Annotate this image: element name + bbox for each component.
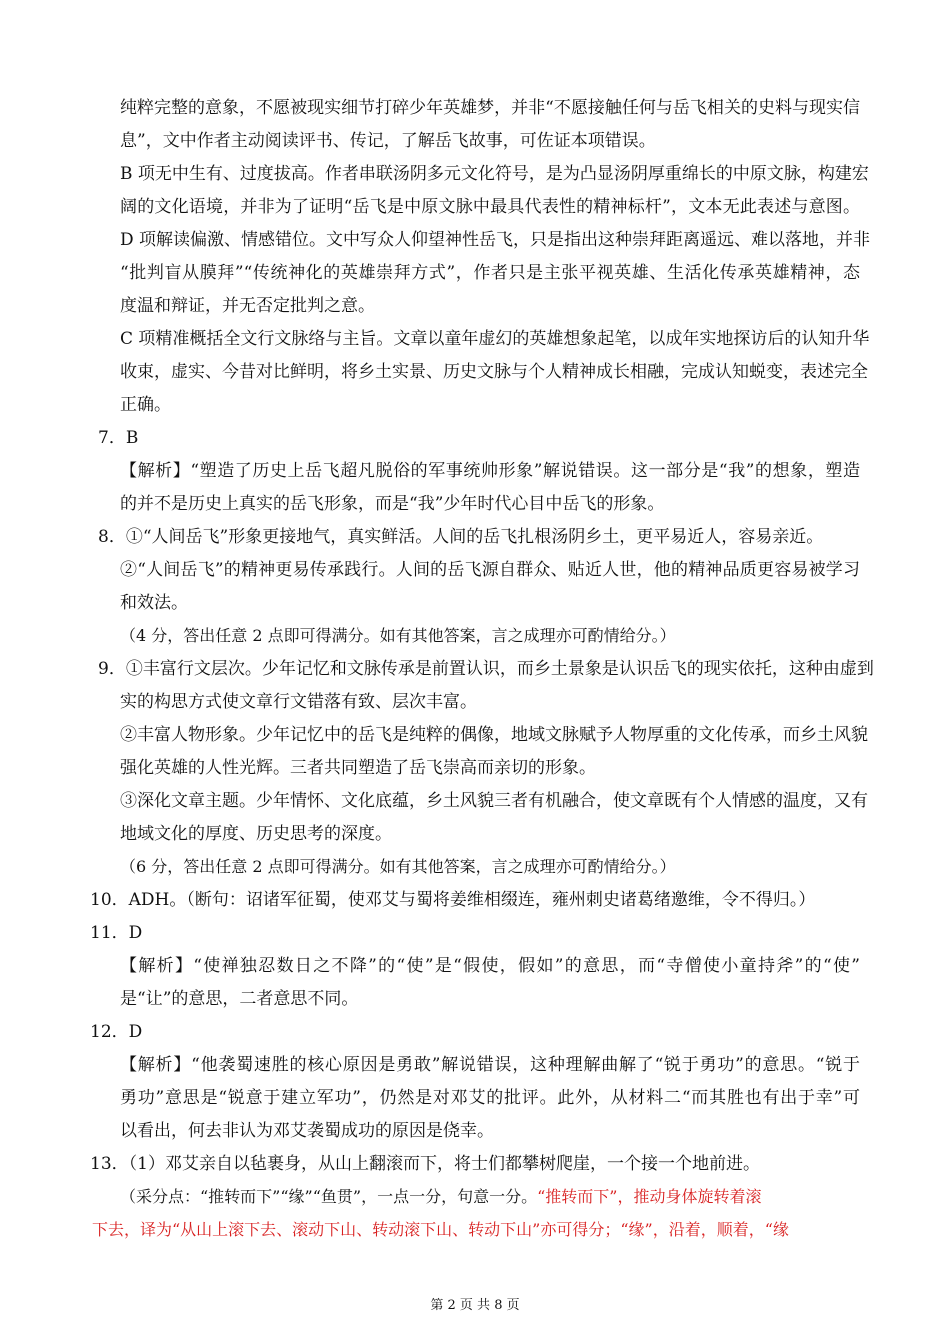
- text-line: 收束，虚实、今昔对比鲜明，将乡土实景、历史文脉与个人精神成长相融，完成认知蜕变，表述完全: [120, 362, 868, 382]
- scoring-note: （6 分，答出任意 2 点即可得满分。如有其他答案，言之成理亦可酌情给分。）: [120, 857, 676, 876]
- answer-line: 实的构思方式使文章行文错落有致、层次丰富。: [120, 692, 477, 712]
- answer-line: 强化英雄的人性光辉。三者共同塑造了岳飞崇高而亲切的形象。: [120, 758, 596, 778]
- text-line: 正确。: [120, 395, 171, 415]
- answer-line: 13．（1）邓艾亲自以毡裹身，从山上翻滚而下，将士们都攀树爬崖，一个接一个地前进。: [90, 1154, 760, 1174]
- analysis-line: 以看出，何去非认为邓艾袭蜀成功的原因是侥幸。: [120, 1121, 494, 1141]
- scoring-note: （4 分，答出任意 2 点即可得满分。如有其他答案，言之成理亦可酌情给分。）: [120, 626, 676, 645]
- text-line: 度温和辩证，并无否定批判之意。: [120, 296, 375, 316]
- answer-line: ②“人间岳飞”的精神更易传承践行。人间的岳飞源自群众、贴近人世，他的精神品质更容易被学习: [120, 560, 860, 580]
- question-number: 7．B: [98, 428, 139, 448]
- question-number: 12．D: [90, 1022, 143, 1042]
- scoring-points: （采分点：“推转而下”“缘”“鱼贯”，一点一分，句意一分。: [120, 1187, 538, 1206]
- text-line: D 项解读偏激、情感错位。文中写众人仰望神性岳飞，只是指出这种崇拜距离遥远、难以落地，并非: [120, 230, 871, 250]
- scoring-detail: 下去，译为“从山上滚下去、滚动下山、转动滚下山、转动下山”亦可得分；“缘”，沿着，顺着，“缘: [92, 1220, 789, 1239]
- scoring-note: [120, 1186, 860, 1208]
- question-number: 11．D: [90, 923, 143, 943]
- text-line: 纯粹完整的意象，不愿被现实细节打碎少年英雄梦，并非“不愿接触任何与岳飞相关的史料与现实信: [120, 98, 860, 118]
- scoring-detail: “推转而下”，推动身体旋转着滚: [537, 1187, 762, 1206]
- analysis-line: 是“让”的意思，二者意思不同。: [120, 989, 359, 1009]
- answer-line: 9．①丰富行文层次。少年记忆和文脉传承是前置认识，而乡土景象是认识岳飞的现实依托，这种由虚到: [98, 659, 874, 679]
- answer-line: 8．①“人间岳飞”形象更接地气，真实鲜活。人间的岳飞扎根汤阴乡土，更平易近人，容易亲近。: [98, 527, 824, 547]
- analysis-line: 勇功”意思是“锐意于建立军功”，仍然是对邓艾的批评。此外，从材料二“而其胜也有出于幸”可: [120, 1088, 860, 1108]
- text-line: B 项无中生有、过度拔高。作者串联汤阴多元文化符号，是为凸显汤阴厚重绵长的中原文脉，构建宏: [120, 164, 869, 184]
- answer-line: ②丰富人物形象。少年记忆中的岳飞是纯粹的偶像，地域文脉赋予人物厚重的文化传承，而乡土风貌: [120, 725, 868, 745]
- answer-line: ③深化文章主题。少年情怀、文化底蕴，乡土风貌三者有机融合，使文章既有个人情感的温度，又有: [120, 791, 868, 811]
- page-footer: 第 2 页 共 8 页: [430, 1298, 520, 1313]
- analysis-line: 【解析】“塑造了历史上岳飞超凡脱俗的军事统帅形象”解说错误。这一部分是“我”的想象，塑造: [120, 461, 860, 481]
- analysis-line: 【解析】“他袭蜀速胜的核心原因是勇敢”解说错误，这种理解曲解了“锐于勇功”的意思。“锐于: [120, 1055, 860, 1075]
- analysis-line: 【解析】“使禅独忍数日之不降”的“使”是“假使，假如”的意思，而“寺僧使小童持斧”的“使”: [120, 956, 860, 976]
- answer-line: 10．ADH。（断句：诏诸军征蜀，使邓艾与蜀将姜维相缀连，雍州刺史诸葛绪邀维，令不得归。）: [90, 890, 816, 910]
- text-line: 息”，文中作者主动阅读评书、传记，了解岳飞故事，可佐证本项错误。: [120, 131, 656, 151]
- answer-line: 地域文化的厚度、历史思考的深度。: [120, 824, 392, 844]
- analysis-line: 的并不是历史上真实的岳飞形象，而是“我”少年时代心目中岳飞的形象。: [120, 494, 665, 514]
- text-line: 阔的文化语境，并非为了证明“岳飞是中原文脉中最具代表性的精神标杆”，文本无此表述与意图。: [120, 197, 860, 217]
- text-line: C 项精准概括全文行文脉络与主旨。文章以童年虚幻的英雄想象起笔，以成年实地探访后的认知升华: [120, 329, 870, 349]
- answer-line: 和效法。: [120, 593, 188, 613]
- text-line: “批判盲从膜拜”“传统神化的英雄崇拜方式”，作者只是主张平视英雄、生活化传承英雄精神，态: [120, 263, 860, 283]
